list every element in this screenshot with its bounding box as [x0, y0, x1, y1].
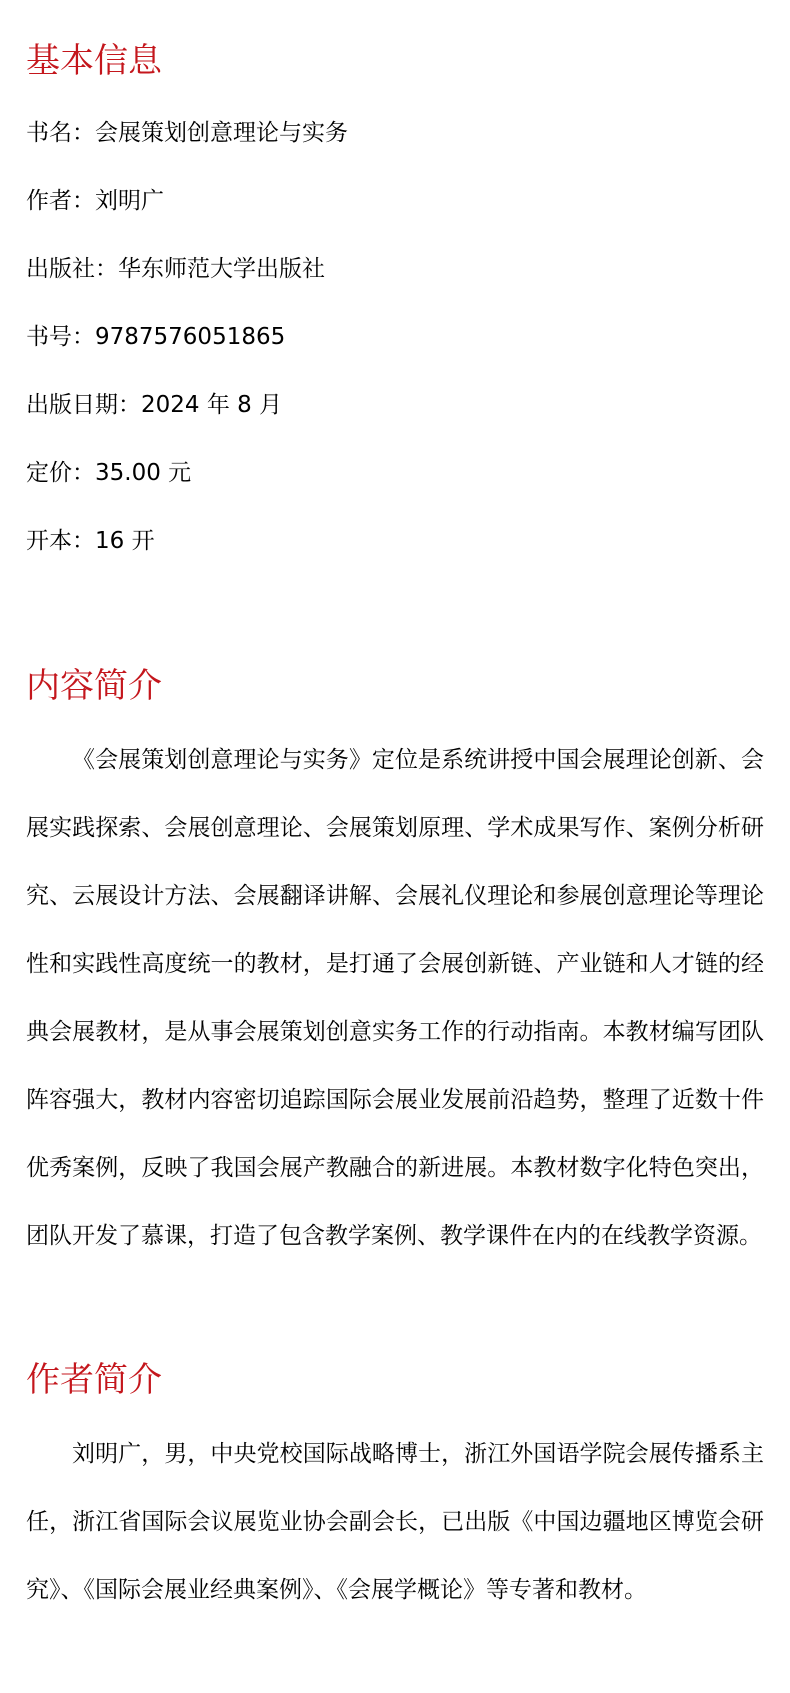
info-item-isbn [26, 303, 764, 371]
info-value: 2024 年 8 月 [141, 392, 283, 418]
intro-heading: 内容简介 [26, 666, 162, 706]
intro-paragraph: 《会展策划创意理论与实务》定位是系统讲授中国会展理论创新、会展实践探索、会展创意理论、会展策划原理、学术成果写作、案例分析研究、云展设计方法、会展翻译讲解、会展礼仪理论和参展创意理论等理论性和实践性高度统一的教材，是打通了会展创新链、产业链和人才链的经典会展教材，是从事会展策划创意实务工作的行动指南。本教材编写团队阵容强大，教材内容密切追踪国际会展业发展前沿趋势，整理了近数十件优秀案例，反映了我国会展产教融合的新进展。本教材数字化特色突出，团队开发了慕课，打造了包含教学案例、教学课件在内的在线教学资源。 [26, 747, 764, 1249]
info-value: 9787576051865 [95, 324, 286, 350]
info-item-format [26, 507, 764, 575]
info-label: 出版日期： [26, 392, 141, 418]
info-value: 会展策划创意理论与实务 [95, 120, 348, 146]
info-value: 35.00 元 [95, 460, 192, 486]
info-item-publish-date [26, 371, 764, 439]
info-value: 16 开 [95, 528, 155, 554]
info-label: 出版社： [26, 256, 118, 282]
info-item-author [26, 167, 764, 235]
info-item-book-title [26, 99, 764, 167]
info-label: 书号： [26, 324, 95, 350]
basic-info-list [26, 99, 764, 575]
info-label: 作者： [26, 188, 95, 214]
info-item-price [26, 439, 764, 507]
info-value: 华东师范大学出版社 [118, 256, 325, 282]
info-value: 刘明广 [95, 188, 164, 214]
author-heading: 作者简介 [26, 1360, 162, 1400]
info-label: 书名： [26, 120, 95, 146]
basic-info-heading: 基本信息 [26, 41, 162, 81]
author-paragraph: 刘明广，男，中央党校国际战略博士，浙江外国语学院会展传播系主任，浙江省国际会议展览业协会副会长，已出版《中国边疆地区博览会研究》、《国际会展业经典案例》、《会展学概论》等专著和教材。 [26, 1441, 764, 1603]
info-label: 定价： [26, 460, 95, 486]
info-item-publisher [26, 235, 764, 303]
info-label: 开本： [26, 528, 95, 554]
